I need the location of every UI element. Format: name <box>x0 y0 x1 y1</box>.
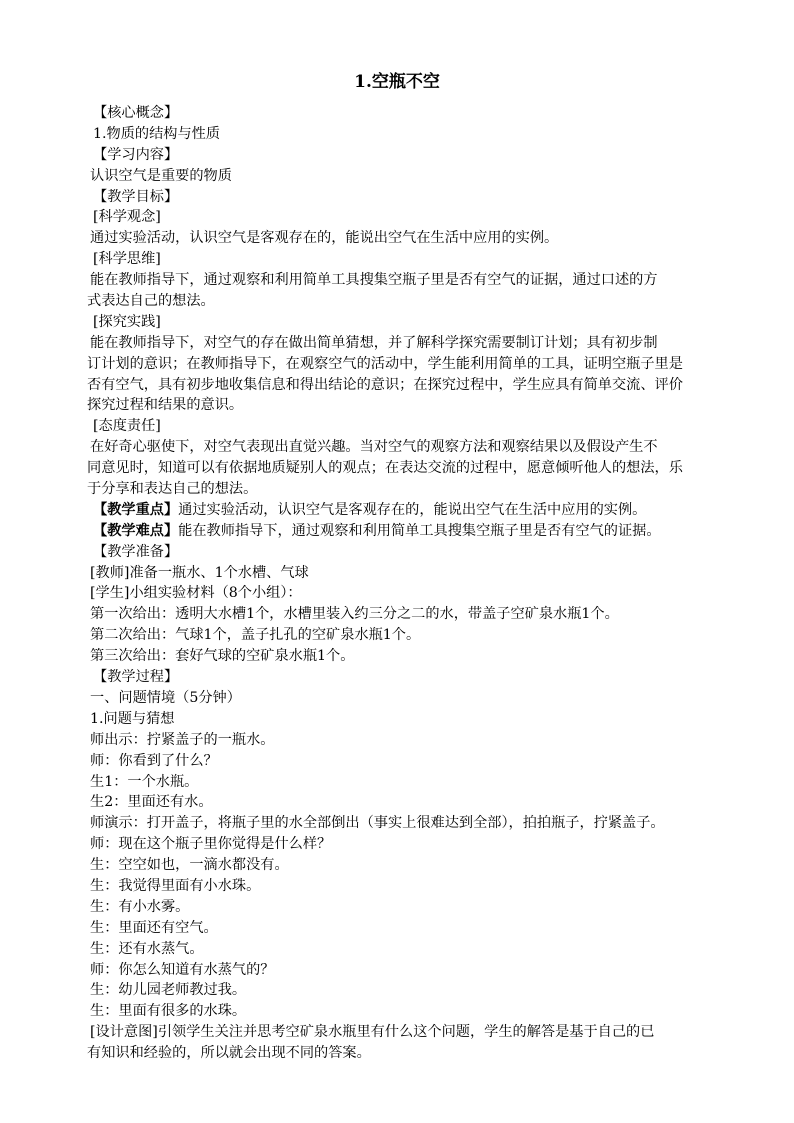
key-point-row <box>90 500 738 521</box>
dialog-line: 生：还有水蒸气。 <box>90 940 204 957</box>
learning-content-text: 认识空气是重要的物质 <box>90 167 232 184</box>
dialog-line: 师：你看到了什么？ <box>90 752 218 769</box>
dialog-line: 师演示：打开盖子，将瓶子里的水全部倒出（事实上很难达到全部），拍拍瓶子，拧紧盖子。 <box>90 815 665 832</box>
process-heading: 【教学过程】 <box>93 669 179 686</box>
page-title: 1.空瓶不空 <box>354 72 440 92</box>
goals-heading: 【教学目标】 <box>93 188 179 205</box>
science-thinking-heading: [科学思维] <box>93 251 161 268</box>
prep-heading: 【教学准备】 <box>93 543 179 560</box>
dialog-line: 生2：里面还有水。 <box>90 794 213 811</box>
design-intent-line-1: [设计意图]引领学生关注并思考空矿泉水瓶里有什么这个问题，学生的解答是基于自己的已 <box>90 1024 655 1041</box>
dialog-line: 生：我觉得里面有小水珠。 <box>90 877 261 894</box>
dialog-line: 生：里面有很多的水珠。 <box>90 1003 247 1020</box>
key-point-heading: 【教学重点】 <box>93 501 179 518</box>
key-point-text: 通过实验活动，认识空气是客观存在的，能说出空气在生活中应用的实例。 <box>178 501 647 518</box>
dialog-line: 师：你怎么知道有水蒸气的？ <box>90 961 275 978</box>
inquiry-line-2: 订计划的意识；在教师指导下，在观察空气的活动中，学生能利用简单的工具，证明空瓶子里是 <box>87 355 683 372</box>
attitude-heading: [态度责任] <box>93 418 161 435</box>
core-concept-text: 1.物质的结构与性质 <box>93 125 221 142</box>
prep-student: [学生]小组实验材料（8个小组）： <box>90 585 302 602</box>
inquiry-line-3: 否有空气，具有初步地收集信息和得出结论的意识；在探究过程中，学生应具有简单交流、评价 <box>87 376 683 393</box>
core-concept-heading: 【核心概念】 <box>93 105 179 121</box>
attitude-line-1: 在好奇心驱使下，对空气表现出直觉兴趣。当对空气的观察方法和观察结果以及假设产生不 <box>90 439 658 456</box>
dialog-line: 生：里面还有空气。 <box>90 919 218 936</box>
attitude-line-3: 于分享和表达自己的想法。 <box>87 481 258 498</box>
inquiry-line-1: 能在教师指导下，对空气的存在做出简单猜想，并了解科学探究需要制订计划；具有初步制 <box>90 334 658 351</box>
learning-content-heading: 【学习内容】 <box>93 146 179 163</box>
science-thinking-line-2: 式表达自己的想法。 <box>87 293 215 310</box>
inquiry-heading: [探究实践] <box>93 313 161 330</box>
prep-second: 第二次给出：气球1个，盖子扎孔的空矿泉水瓶1个。 <box>90 627 421 644</box>
science-view-text: 通过实验活动，认识空气是客观存在的，能说出空气在生活中应用的实例。 <box>90 230 559 247</box>
dialog-line: 生1：一个水瓶。 <box>90 773 199 790</box>
dialog-line: 师出示：拧紧盖子的一瓶水。 <box>90 731 275 748</box>
prep-first: 第一次给出：透明大水槽1个，水槽里装入约三分之二的水，带盖子空矿泉水瓶1个。 <box>90 606 619 623</box>
dialog-line: 师：现在这个瓶子里你觉得是什么样？ <box>90 836 332 853</box>
prep-teacher: [教师]准备一瓶水、1个水槽、气球 <box>90 564 309 581</box>
attitude-line-2: 同意见时，知道可以有依据地质疑别人的观点；在表达交流的过程中，愿意倾听他人的想法，乐 <box>87 460 683 477</box>
dialog-line: 生：有小水雾。 <box>90 898 190 915</box>
dialog-line: 生：幼儿园老师教过我。 <box>90 982 247 999</box>
inquiry-line-4: 探究过程和结果的意识。 <box>87 397 244 414</box>
process-part-1: 一、问题情境（5分钟） <box>90 689 241 706</box>
dialog-line: 生：空空如也，一滴水都没有。 <box>90 857 289 874</box>
difficulty-row <box>90 521 738 542</box>
science-view-heading: [科学观念] <box>93 209 161 226</box>
science-thinking-line-1: 能在教师指导下，通过观察和利用简单工具搜集空瓶子里是否有空气的证据，通过口述的方 <box>90 272 658 289</box>
design-intent-line-2: 有知识和经验的，所以就会出现不同的答案。 <box>87 1045 371 1062</box>
prep-third: 第三次给出：套好气球的空矿泉水瓶1个。 <box>90 648 355 665</box>
difficulty-text: 能在教师指导下，通过观察和利用简单工具搜集空瓶子里是否有空气的证据。 <box>178 522 661 539</box>
difficulty-heading: 【教学难点】 <box>93 522 179 539</box>
process-sub-1: 1.问题与猜想 <box>90 710 175 727</box>
document-body <box>87 103 738 1064</box>
